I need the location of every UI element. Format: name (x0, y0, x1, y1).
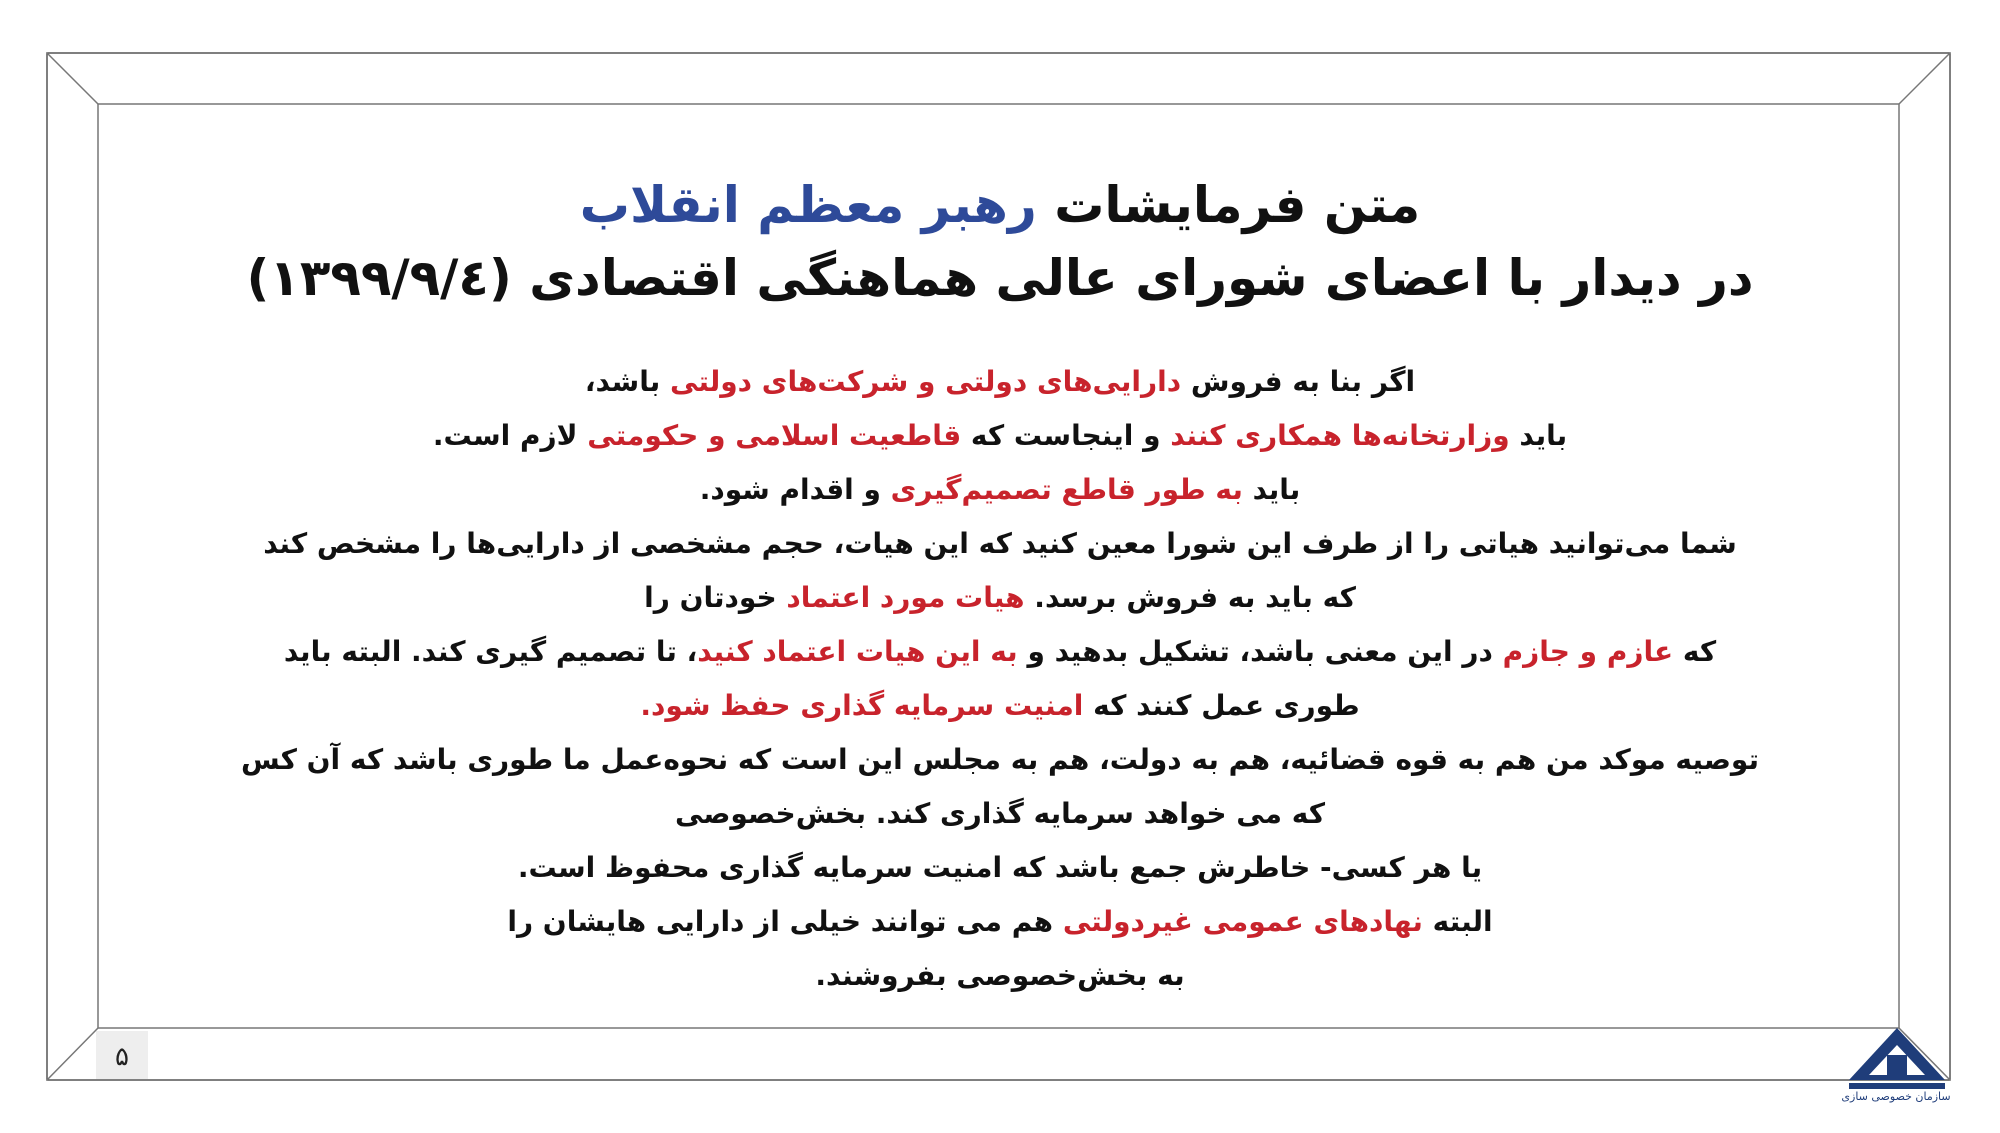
quote-text: یا هر کسی- خاطرش جمع باشد که امنیت سرمایه گذاری محفوظ است. (517, 851, 1483, 884)
highlighted-text: نهادهای عمومی غیردولتی (1062, 905, 1423, 938)
quote-text: هم می توانند خیلی از دارایی هایشان را (507, 905, 1063, 938)
quote-line (230, 463, 1770, 517)
quote-line (230, 571, 1770, 625)
highlighted-text: هیات مورد اعتماد (786, 581, 1025, 614)
quote-line (230, 409, 1770, 463)
quote-text: که (1673, 635, 1717, 668)
highlighted-text: به طور قاطع تصمیم‌گیری (890, 473, 1243, 506)
title-highlight: رهبر معظم انقلاب (579, 176, 1037, 234)
quote-text: البته (1422, 905, 1493, 938)
quote-text: طوری عمل کنند که (1083, 689, 1360, 722)
highlighted-text: وزارتخانه‌ها همکاری کنند (1170, 419, 1510, 452)
quote-text: و اقدام شود. (699, 473, 891, 506)
highlighted-text: قاطعیت اسلامی و حکومتی (587, 419, 962, 452)
quote-line (230, 625, 1770, 679)
quote-text: که باید به فروش برسد. (1024, 581, 1356, 614)
slide-title-line-2: در دیدار با اعضای شورای عالی هماهنگی اقتصادی (۱۳۹۹/۹/٤) (246, 249, 1754, 307)
quote-text: باید (1242, 473, 1301, 506)
highlighted-text: امنیت سرمایه گذاری حفظ شود. (640, 689, 1084, 722)
highlighted-text: عازم و جازم (1502, 635, 1674, 668)
quote-line (230, 787, 1770, 841)
quote-line (230, 895, 1770, 949)
quote-text: و اینجاست که (961, 419, 1171, 452)
quote-line (230, 517, 1770, 571)
quote-text: باشد، (584, 365, 670, 398)
quote-text: خودتان را (644, 581, 787, 614)
quote-text: توصیه موکد من هم به قوه قضائیه، هم به دولت، هم به مجلس این است که نحوه‌عمل ما طوری باشد که آن کس (241, 743, 1759, 776)
highlighted-text: دارایی‌های دولتی و شرکت‌های دولتی (670, 365, 1182, 398)
logo-caption: سازمان خصوصی سازی (1841, 1090, 1951, 1103)
quote-text: ، تا تصمیم گیری کند. البته باید (283, 635, 698, 668)
quote-text: شما می‌توانید هیاتی را از طرف این شورا معین کنید که این هیات، حجم مشخصی از دارایی‌ها را مشخص کند (263, 527, 1737, 560)
quote-line (230, 733, 1770, 787)
quote-line (230, 949, 1770, 1003)
title-prefix: متن فرمایشات (1054, 176, 1421, 234)
quote-text: به بخش‌خصوصی بفروشند. (815, 959, 1185, 992)
highlighted-text: به این هیات اعتماد کنید (697, 635, 1018, 668)
quote-text: که می خواهد سرمایه گذاری کند. بخش‌خصوصی (675, 797, 1325, 830)
quote-text: اگر بنا به فروش (1181, 365, 1416, 398)
quote-body (230, 355, 1770, 1003)
slide-title-line-1 (100, 175, 1900, 235)
page-number: ۵ (115, 1042, 129, 1072)
quote-line (230, 355, 1770, 409)
quote-text: باید (1509, 419, 1568, 452)
quote-line (230, 679, 1770, 733)
quote-line (230, 841, 1770, 895)
quote-text: لازم است. (432, 419, 588, 452)
quote-text: در این معنی باشد، تشکیل بدهید و (1017, 635, 1503, 668)
